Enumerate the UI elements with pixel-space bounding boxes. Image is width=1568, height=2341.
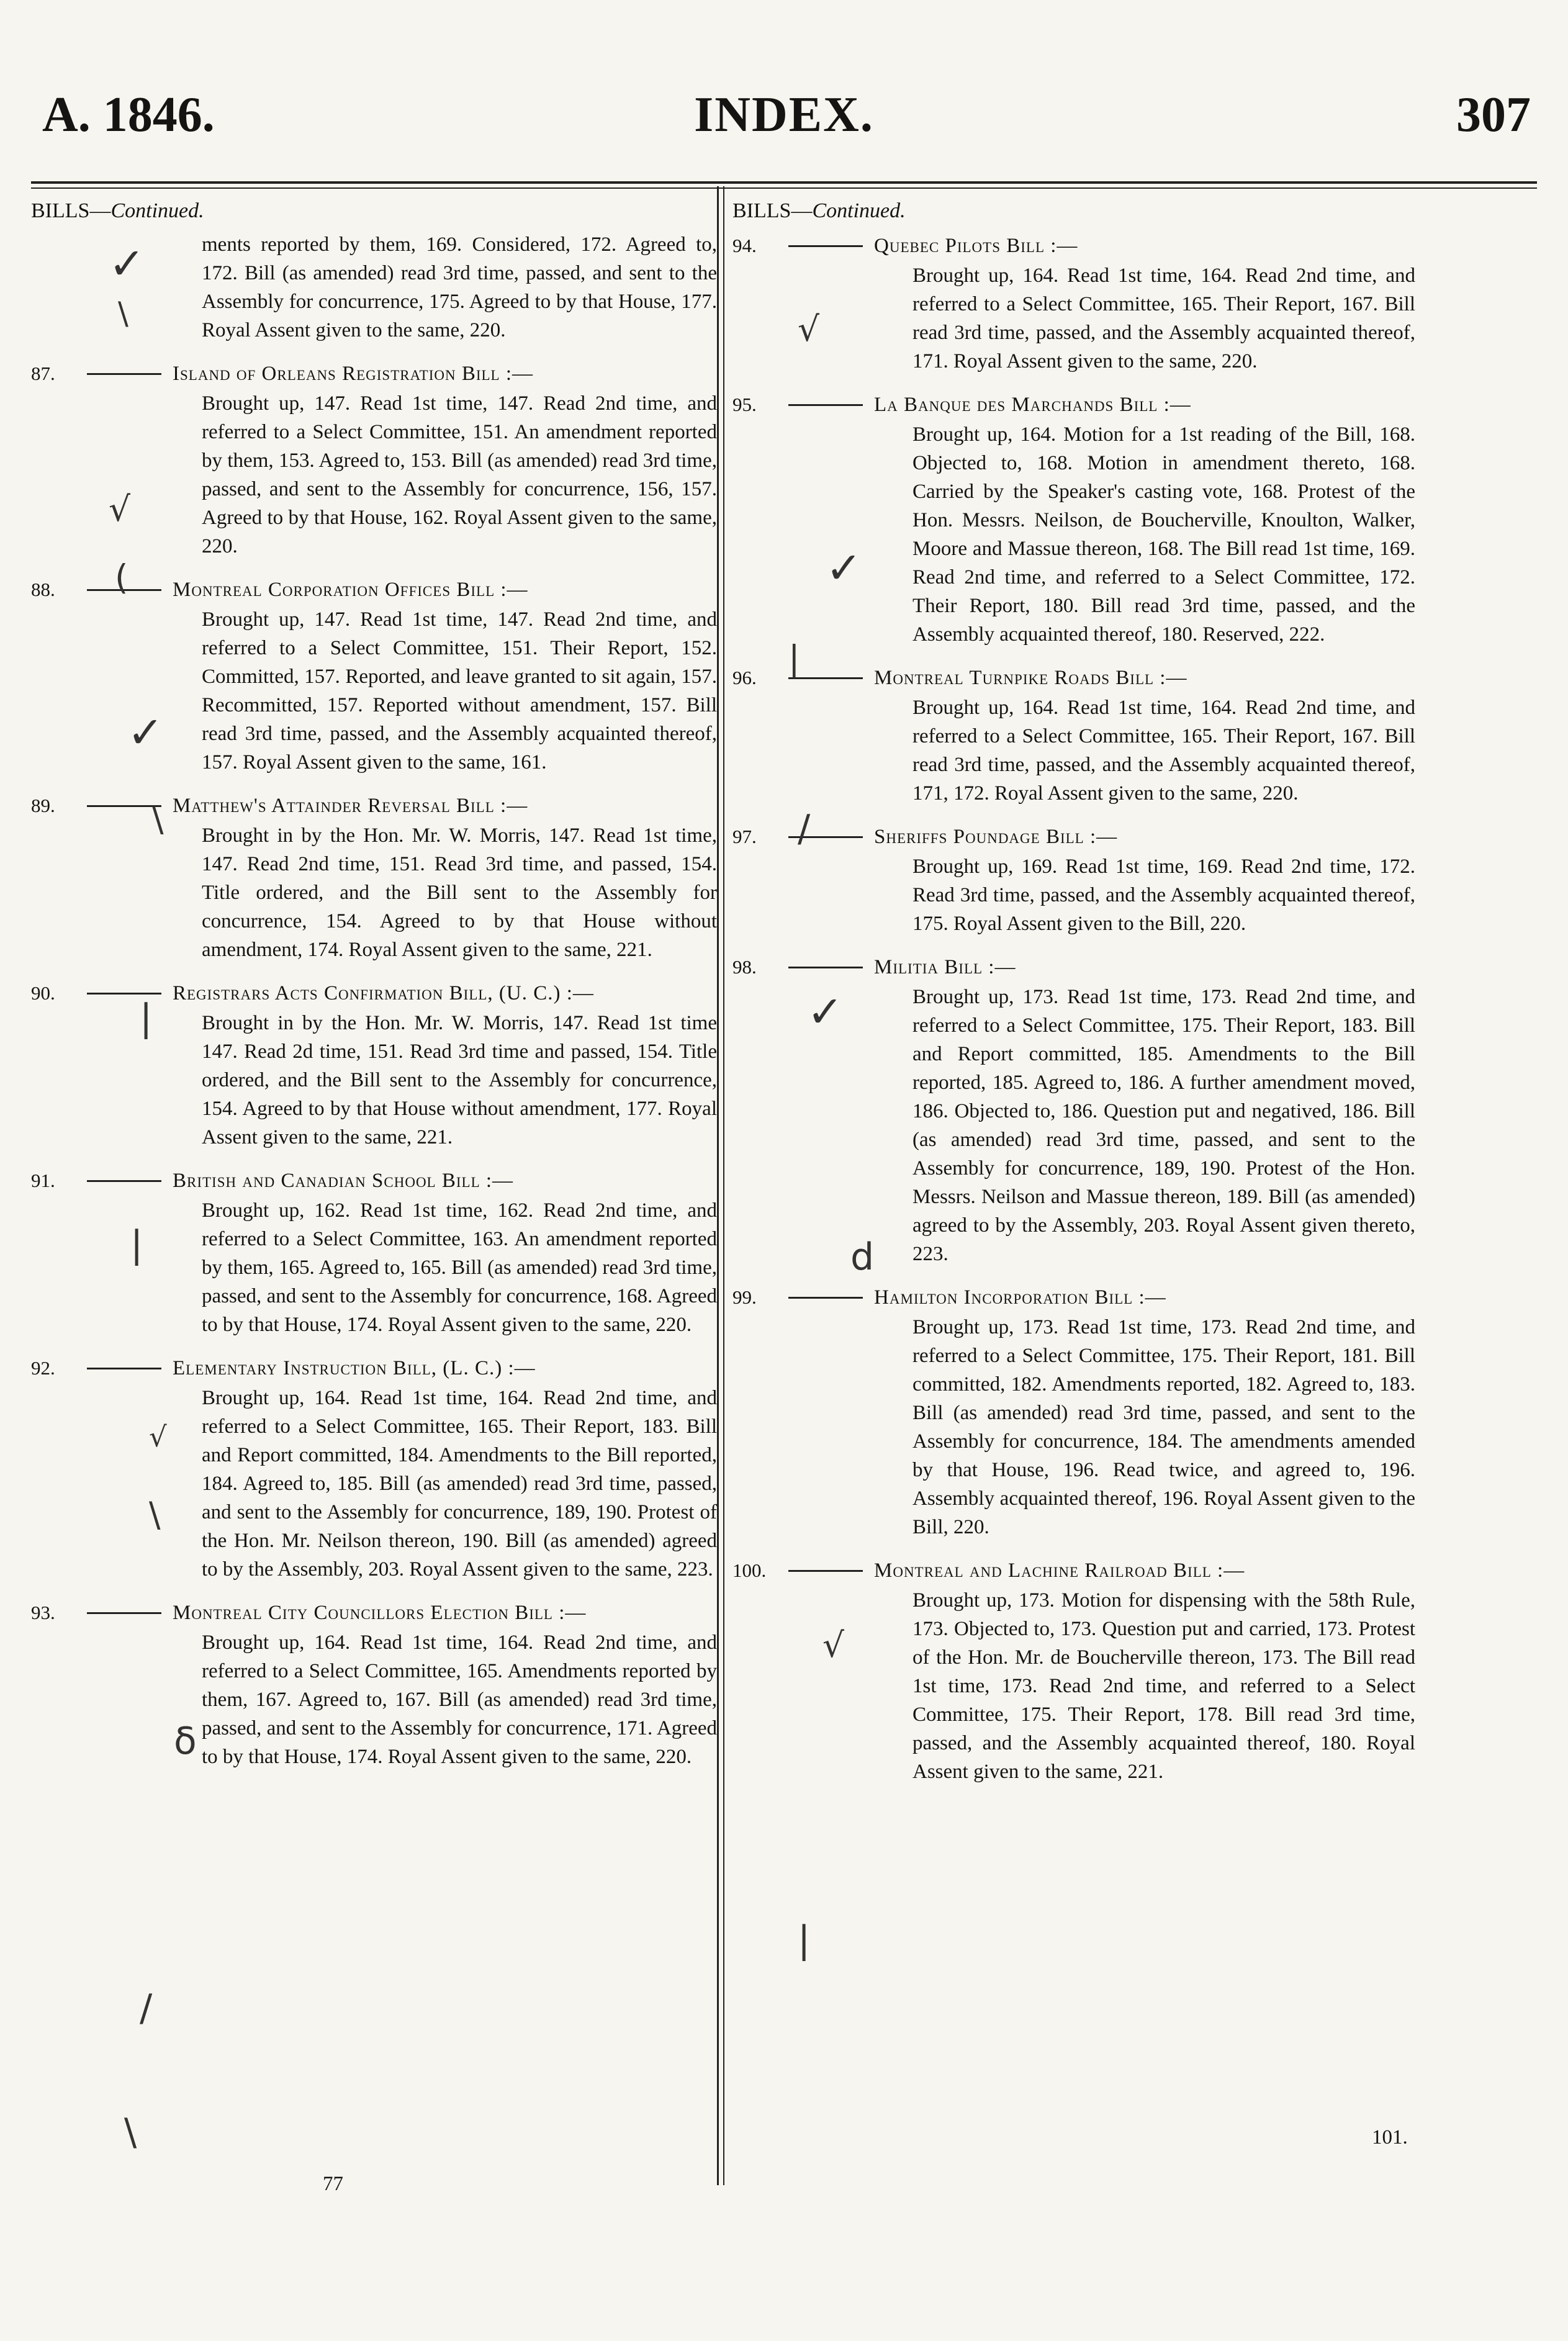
entry-dash — [87, 805, 161, 807]
entry-title: Hamilton Incorporation Bill :— — [874, 1286, 1166, 1309]
header-year: A. 1846. — [42, 88, 215, 142]
entry-dash — [788, 967, 863, 968]
entry-number: 99. — [732, 1286, 757, 1308]
header-rule — [31, 181, 1537, 184]
entry-title: Registrars Acts Confirmation Bill, (U. C.) :— — [173, 982, 594, 1004]
bill-entry-93 — [31, 1597, 717, 1771]
entry-title: Montreal Corporation Offices Bill :— — [173, 579, 528, 601]
entry-dash — [788, 1570, 863, 1572]
bill-entry-94 — [732, 230, 1415, 376]
entry-text: Brought up, 164. Read 1st time, 164. Read 2nd time, and referred to a Select Committee, 165. Their Report, 183. Bill and Report committed, 184. Amendments to the Bill reported, 184. Agreed to, 185. Bill (as amended) read 3rd time, passed, and sent to the Assembly for concurrence, 189, 190. Protest of the Hon. Mr. Neilson thereon, 190. Bill (as amended) agreed to by the Assembly, 203. Royal Assent given to the same, 223. — [202, 1387, 717, 1581]
handwritten-stroke-mark: \ — [124, 2111, 137, 2154]
bill-entry-97 — [732, 821, 1415, 938]
entry-text: Brought in by the Hon. Mr. W. Morris, 147. Read 1st time, 147. Read 2nd time, 151. Read 3rd time, and passed, 154. Title ordered, and the Bill sent to the Assembly for concurrence, 154. Agreed to by that House without amendment, 174. Royal Assent given to the same, 221. — [202, 824, 717, 961]
entry-text: Brought up, 164. Read 1st time, 164. Read 2nd time, and referred to a Select Committee, 165. Their Report, 167. Bill read 3rd time, passed, and the Assembly acquainted thereof, 171. Royal Assent given to the same, 220. — [912, 264, 1415, 372]
entry-number: 87. — [31, 363, 55, 384]
entry-title: Elementary Instruction Bill, (L. C.) :— — [173, 1357, 536, 1379]
entry-number: 98. — [732, 956, 757, 978]
entry-number: 91. — [31, 1170, 55, 1191]
entry-text: Brought up, 173. Motion for dispensing with the 58th Rule, 173. Objected to, 173. Question put and carried, 173. Protest of the Hon. Mr. de Boucherville thereon, 173. The Bill read 1st time, 173. Read 2nd time, and referred to a Select Committee, 175. Their Report, 178. Bill read 3rd time, passed, and the Assembly acquainted thereof, 180. Royal Assent given to the same, 221. — [912, 1589, 1415, 1783]
handwritten-check-mark: ✓ — [109, 238, 145, 289]
handwritten-stroke-mark: | — [798, 1918, 811, 1962]
handwritten-stroke-mark: δ — [174, 1720, 197, 1763]
entry-text: Brought up, 162. Read 1st time, 162. Read 2nd time, and referred to a Select Committee, 163. An amendment reported by them, 165. Agreed to, 165. Bill (as amended) read 3rd time, passed, and sent to the Assembly for concurrence, 168. Agreed to by that House, 174. Royal Assent given to the same, 220. — [202, 1199, 717, 1336]
bill-entry-99 — [732, 1282, 1415, 1541]
entry-title: Quebec Pilots Bill :— — [874, 235, 1078, 257]
handwritten-check-mark: ✓ — [826, 543, 862, 593]
entry-text: Brought up, 173. Read 1st time, 173. Read 2nd time, and referred to a Select Committee, 175. Their Report, 181. Bill committed, 182. Amendments reported, 182. Agreed to, 183. Bill (as amended) read 3rd time, passed, and sent to the Assembly for concurrence, 184. The amendments amended by that House, 196. Read twice, and agreed to, 196. Assembly acquainted thereof, 196. Royal Assent given to the Bill, 220. — [912, 1316, 1415, 1538]
header-title: INDEX. — [694, 88, 874, 142]
entry-title: Montreal Turnpike Roads Bill :— — [874, 667, 1187, 689]
entry-text: Brought up, 147. Read 1st time, 147. Read 2nd time, and referred to a Select Committee, 151. Their Report, 152. Committed, 157. Reported, and leave granted to sit again, 157. Recommitted, 157. Reported without amendment, 157. Bill read 3rd time, passed, and the Assembly acquainted thereof, 157. Royal Assent given to the same, 161. — [202, 608, 717, 774]
entry-title: Sheriffs Poundage Bill :— — [874, 826, 1118, 848]
handwritten-stroke-mark: ( — [115, 557, 128, 597]
entry-number: 92. — [31, 1357, 55, 1379]
entry-title: La Banque des Marchands Bill :— — [874, 394, 1191, 416]
entry-dash — [87, 373, 161, 375]
entry-number: 95. — [732, 394, 757, 415]
bill-entry-92 — [31, 1353, 717, 1584]
entry-dash — [87, 1612, 161, 1614]
entry-number: 97. — [732, 826, 757, 847]
bill-entry-90 — [31, 978, 717, 1152]
page-header — [31, 78, 1537, 152]
entry-text: Brought up, 169. Read 1st time, 169. Read 2nd time, 172. Read 3rd time, passed, and the Assembly acquainted thereof, 175. Royal Assent given to the Bill, 220. — [912, 855, 1415, 935]
entry-text: Brought up, 164. Motion for a 1st reading of the Bill, 168. Objected to, 168. Motion in amendment thereto, 168. Carried by the Speaker's casting vote, 168. Protest of the Hon. Messrs. Neilson, de Boucherville, Knoulton, Walker, Moore and Massue thereon, 168. The Bill read 1st time, 169. Read 2nd time, and referred to a Select Committee, 172. Their Report, 180. Bill read 3rd time, passed, and the Assembly acquainted thereof, 180. Reserved, 222. — [912, 423, 1415, 646]
handwritten-stroke-mark: | — [140, 996, 153, 1040]
left-column — [31, 196, 717, 1785]
entry-title: Matthew's Attainder Reversal Bill :— — [173, 795, 528, 817]
entry-title: Island of Orleans Registration Bill :— — [173, 363, 534, 385]
entry-text: ments reported by them, 169. Considered, 172. Agreed to, 172. Bill (as amended) read 3rd time, passed, and sent to the Assembly for concurrence, 175. Agreed to by that House, 177. Royal Assent given to the same, 220. — [202, 233, 717, 341]
entry-number: 90. — [31, 982, 55, 1004]
continued-heading: BILLS—Continued. — [732, 199, 906, 222]
entry-title: British and Canadian School Bill :— — [173, 1170, 514, 1192]
continued-heading: BILLS—Continued. — [31, 199, 204, 222]
entry-number: 94. — [732, 235, 757, 256]
handwritten-stroke-mark: d — [850, 1235, 875, 1279]
column-divider-thin — [723, 186, 724, 2185]
handwritten-stroke-mark: \ — [149, 1495, 161, 1535]
handwritten-stroke-mark: / — [798, 807, 811, 850]
handwritten-check-mark: √ — [822, 1625, 845, 1665]
bill-entry-87 — [31, 358, 717, 561]
bill-entry-96 — [732, 662, 1415, 808]
entry-number: 88. — [31, 579, 55, 600]
entry-number: 93. — [31, 1602, 55, 1623]
handwritten-stroke-mark: \ — [118, 295, 128, 332]
bill-entry-100 — [732, 1555, 1415, 1786]
entry-title: Montreal and Lachine Railroad Bill :— — [874, 1559, 1245, 1582]
entry-text: Brought up, 173. Read 1st time, 173. Read 2nd time, and referred to a Select Committee, 175. Their Report, 183. Bill and Report committed, 185. Amendments to the Bill reported, 185. Agreed to, 186. A further amendment moved, 186. Objected to, 186. Question put and negatived, 186. Bill (as amended) read 3rd time, passed, and sent to the Assembly for concurrence, 189, 190. Protest of the Hon. Messrs. Neilson and Massue thereon, 189. Bill (as amended) agreed to by the Assembly, 203. Royal Assent given thereto, 223. — [912, 986, 1415, 1265]
handwritten-stroke-mark: | — [130, 1223, 143, 1266]
handwritten-check-mark: √ — [149, 1420, 167, 1453]
entry-dash — [788, 245, 863, 247]
entry-text: Brought up, 147. Read 1st time, 147. Read 2nd time, and referred to a Select Committee, 151. An amendment reported by them, 153. Agreed to, 153. Bill (as amended) read 3rd time, passed, and sent to the Assembly for concurrence, 156, 157. Agreed to by that House, 162. Royal Assent given to the same, 220. — [202, 392, 717, 557]
handwritten-check-mark: ✓ — [807, 986, 844, 1037]
header-rule-thin — [31, 187, 1537, 189]
handwritten-check-mark: √ — [109, 489, 131, 529]
column-divider — [717, 186, 719, 2185]
entry-number: 100. — [732, 1559, 767, 1581]
handwritten-check-mark: ✓ — [127, 707, 164, 758]
entry-dash — [788, 1297, 863, 1299]
bill-entry-95 — [732, 389, 1415, 649]
entry-text: Brought in by the Hon. Mr. W. Morris, 147. Read 1st time 147. Read 2d time, 151. Read 3rd time and passed, 154. Title ordered, and the Bill sent to the Assembly for concurrence, 154. Agreed to by that House without amendment, 177. Royal Assent given to the same, 221. — [202, 1012, 717, 1148]
catchword: 101. — [1372, 2126, 1408, 2149]
entry-text: Brought up, 164. Read 1st time, 164. Read 2nd time, and referred to a Select Committee, 165. Amendments reported by them, 167. Agreed to, 167. Bill (as amended) read 3rd time, passed, and sent to the Assembly for concurrence, 171. Agreed to by that House, 174. Royal Assent given to the same, 220. — [202, 1631, 717, 1768]
entry-number: 96. — [732, 667, 757, 688]
entry-text: Brought up, 164. Read 1st time, 164. Read 2nd time, and referred to a Select Committee, 165. Their Report, 167. Bill read 3rd time, passed, and the Assembly acquainted thereof, 171, 172. Royal Assent given to the same, 220. — [912, 697, 1415, 805]
page-number: 307 — [1456, 88, 1531, 142]
entry-dash — [87, 1180, 161, 1182]
handwritten-check-mark: √ — [798, 309, 820, 349]
handwritten-stroke-mark: \ — [152, 800, 164, 839]
entry-dash — [788, 404, 863, 406]
entry-title: Montreal City Councillors Election Bill :— — [173, 1602, 587, 1624]
entry-title: Militia Bill :— — [874, 956, 1016, 978]
bill-entry-89 — [31, 790, 717, 964]
handwritten-stroke-mark: | — [788, 638, 800, 678]
entry-dash — [87, 993, 161, 995]
printer-signature: 77 — [323, 2173, 343, 2195]
entry-dash — [87, 1368, 161, 1369]
handwritten-stroke-mark: / — [140, 1987, 153, 2030]
entry-number: 89. — [31, 795, 55, 816]
